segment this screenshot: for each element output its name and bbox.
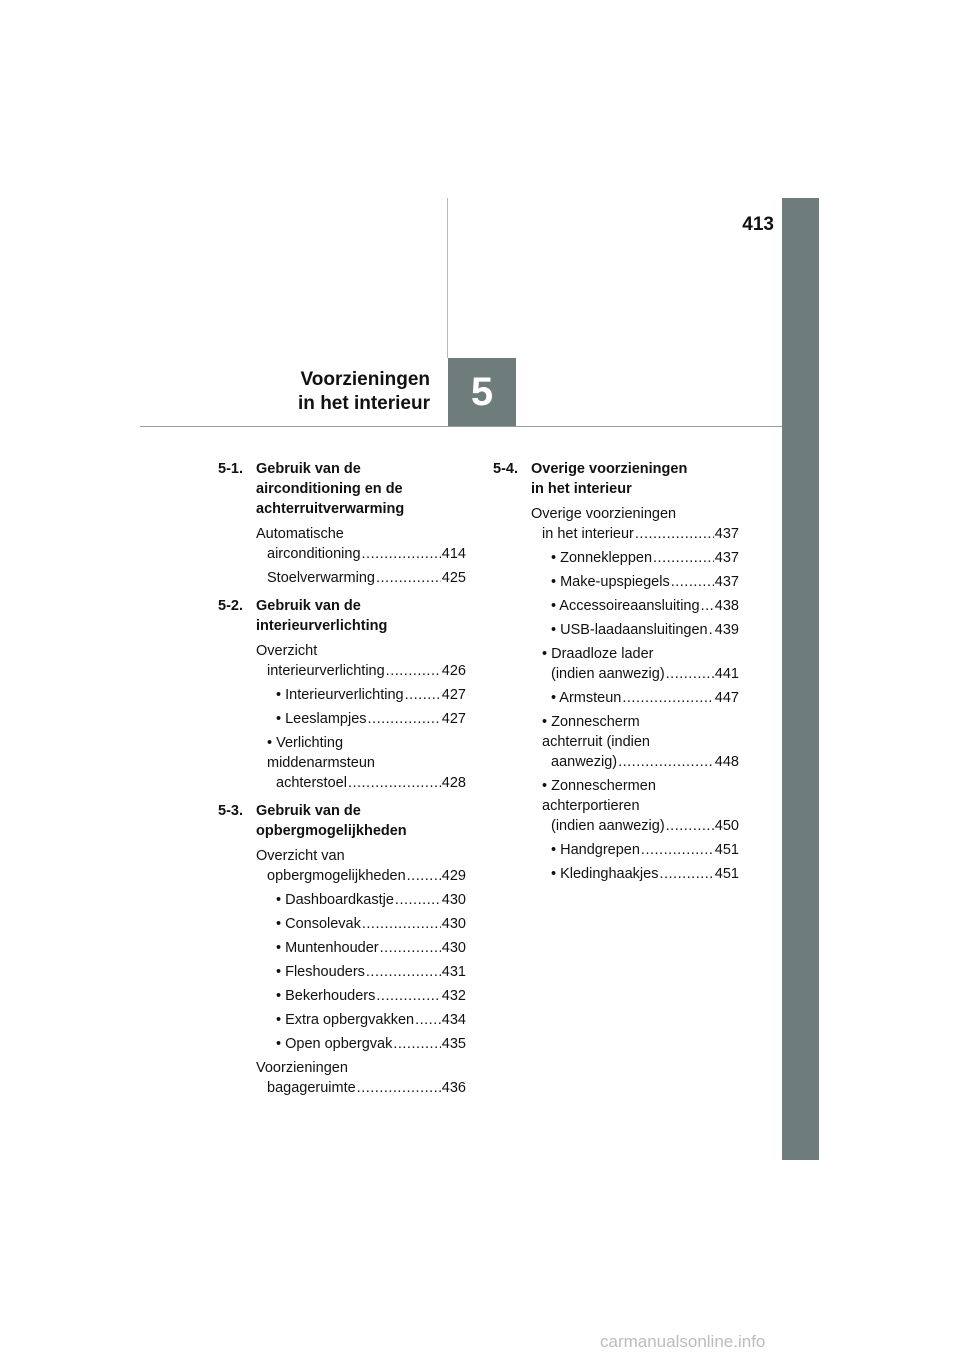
toc-entry-text: airconditioning bbox=[267, 546, 361, 562]
vertical-divider bbox=[447, 198, 448, 358]
toc-page-number: 427 bbox=[441, 711, 466, 727]
dot-leader bbox=[393, 1034, 440, 1054]
toc-entry-last-line bbox=[551, 752, 739, 772]
toc-entry-line: • Zonneschermen bbox=[542, 778, 656, 794]
chapter-title bbox=[230, 368, 430, 416]
toc-page-number: 428 bbox=[441, 775, 466, 791]
toc-entry[interactable] bbox=[256, 1010, 466, 1030]
dot-leader bbox=[618, 752, 714, 772]
dot-leader bbox=[368, 709, 441, 729]
chapter-number-box: 5 bbox=[448, 358, 516, 426]
toc-entry-last-line bbox=[267, 661, 466, 681]
toc-entry-line: • Draadloze lader bbox=[542, 646, 654, 662]
toc-page-number: 441 bbox=[714, 666, 739, 682]
section-number: 5-4. bbox=[493, 461, 518, 477]
toc-entry-last-line bbox=[276, 938, 466, 958]
dot-leader bbox=[348, 773, 441, 793]
toc-entry[interactable] bbox=[256, 890, 466, 910]
page-number: 413 bbox=[742, 214, 774, 235]
dot-leader bbox=[362, 914, 441, 934]
toc-entry-line: Voorzieningen bbox=[256, 1060, 348, 1076]
dot-leader bbox=[395, 890, 441, 910]
toc-entry-last-line bbox=[276, 986, 466, 1006]
toc-entry-last-line bbox=[276, 773, 466, 793]
toc-entry-last-line bbox=[551, 864, 739, 884]
toc-entry-text: • Leeslampjes bbox=[276, 711, 367, 727]
toc-entry[interactable] bbox=[256, 914, 466, 934]
toc-entry-text: • Zonnekleppen bbox=[551, 550, 653, 566]
dot-leader bbox=[641, 840, 714, 860]
toc-entry[interactable] bbox=[256, 846, 466, 886]
toc-page-number: 430 bbox=[441, 940, 466, 956]
toc-entry[interactable] bbox=[256, 641, 466, 681]
toc-column-right bbox=[493, 459, 739, 892]
toc-entry[interactable] bbox=[531, 644, 739, 684]
toc-page-number: 414 bbox=[441, 546, 466, 562]
dot-leader bbox=[659, 864, 713, 884]
dot-leader bbox=[622, 688, 713, 708]
horizontal-divider bbox=[140, 426, 782, 427]
dot-leader bbox=[380, 938, 441, 958]
dot-leader bbox=[701, 596, 714, 616]
section-gap bbox=[218, 1102, 466, 1106]
dot-leader bbox=[376, 568, 441, 588]
toc-entry[interactable] bbox=[256, 986, 466, 1006]
toc-entry-text: achterstoel bbox=[276, 775, 347, 791]
toc-entry[interactable] bbox=[256, 524, 466, 564]
dot-leader bbox=[362, 544, 441, 564]
toc-entry[interactable] bbox=[531, 504, 739, 544]
toc-page-number: 432 bbox=[441, 988, 466, 1004]
toc-entry[interactable] bbox=[256, 568, 466, 588]
toc-entry[interactable] bbox=[256, 1058, 466, 1098]
section-number: 5-1. bbox=[218, 461, 243, 477]
toc-entry-last-line bbox=[551, 688, 739, 708]
toc-entry-text: • Muntenhouder bbox=[276, 940, 379, 956]
toc-page-number: 450 bbox=[714, 818, 739, 834]
toc-entry-line: Automatische bbox=[256, 526, 344, 542]
section-title-line: Gebruik van de bbox=[256, 803, 361, 819]
toc-entry[interactable] bbox=[531, 776, 739, 836]
dot-leader bbox=[407, 866, 441, 886]
toc-entry[interactable] bbox=[531, 864, 739, 884]
toc-entry[interactable] bbox=[531, 572, 739, 592]
toc-entry-last-line bbox=[551, 548, 739, 568]
toc-entry-last-line bbox=[551, 572, 739, 592]
toc-entry[interactable] bbox=[531, 840, 739, 860]
dot-leader bbox=[666, 816, 714, 836]
toc-entry-last-line bbox=[267, 1078, 466, 1098]
toc-entry-last-line bbox=[267, 544, 466, 564]
toc-entry-last-line bbox=[542, 524, 739, 544]
watermark: carmanualsonline.info bbox=[600, 1332, 766, 1351]
toc-entry[interactable] bbox=[256, 709, 466, 729]
toc-entry-line: • Verlichting bbox=[267, 735, 344, 751]
toc-entry[interactable] bbox=[531, 620, 739, 640]
toc-page-number: 434 bbox=[441, 1012, 466, 1028]
toc-entry[interactable] bbox=[531, 548, 739, 568]
toc-entry-last-line bbox=[276, 962, 466, 982]
toc-entry-line: achterportieren bbox=[542, 798, 640, 814]
toc-entry-text: Stoelverwarming bbox=[267, 570, 375, 586]
toc-entry-text: • Extra opbergvakken bbox=[276, 1012, 415, 1028]
toc-entry-line: Overzicht van bbox=[256, 848, 345, 864]
toc-entry-last-line bbox=[276, 709, 466, 729]
toc-entry-text: bagageruimte bbox=[267, 1080, 356, 1096]
toc-entry-text: in het interieur bbox=[542, 526, 634, 542]
toc-entry-last-line bbox=[551, 840, 739, 860]
dot-leader bbox=[671, 572, 714, 592]
dot-leader bbox=[635, 524, 714, 544]
toc-entry-last-line bbox=[267, 568, 466, 588]
toc-entry-last-line bbox=[551, 664, 739, 684]
toc-page-number: 430 bbox=[441, 916, 466, 932]
toc-page-number: 438 bbox=[714, 598, 739, 614]
toc-entry-line: Overige voorzieningen bbox=[531, 506, 677, 522]
toc-page-number: 437 bbox=[714, 574, 739, 590]
toc-page-number: 431 bbox=[441, 964, 466, 980]
chapter-title-line-2: in het interieur bbox=[298, 393, 430, 414]
toc-page-number: 451 bbox=[714, 866, 739, 882]
section-number: 5-2. bbox=[218, 598, 243, 614]
toc-entry-text: • USB-laadaansluitingen bbox=[551, 622, 708, 638]
toc-page-number: 436 bbox=[441, 1080, 466, 1096]
section-title bbox=[256, 596, 466, 636]
toc-page-number: 427 bbox=[441, 687, 466, 703]
toc-page-number: 451 bbox=[714, 842, 739, 858]
dot-leader bbox=[415, 1010, 441, 1030]
toc-entry-text: • Open opbergvak bbox=[276, 1036, 393, 1052]
toc-entry-last-line bbox=[276, 914, 466, 934]
section-heading bbox=[493, 459, 739, 499]
section-number: 5-3. bbox=[218, 803, 243, 819]
toc-entry-text: • Kledinghaakjes bbox=[551, 866, 659, 882]
dot-leader bbox=[386, 661, 441, 681]
toc-entry[interactable] bbox=[531, 596, 739, 616]
section-title-line: Gebruik van de bbox=[256, 461, 361, 477]
section-title bbox=[256, 459, 466, 519]
toc-entry-text: • Interieurverlichting bbox=[276, 687, 404, 703]
toc-entry-text: opbergmogelijkheden bbox=[267, 868, 406, 884]
dot-leader bbox=[357, 1078, 441, 1098]
section-heading bbox=[218, 459, 466, 519]
toc-entry-last-line bbox=[551, 816, 739, 836]
section-heading bbox=[218, 596, 466, 636]
section-title-line: Overige voorzieningen bbox=[531, 461, 688, 477]
toc-entry-line: achterruit (indien bbox=[542, 734, 650, 750]
section-title-line: Gebruik van de bbox=[256, 598, 361, 614]
toc-entry-text: (indien aanwezig) bbox=[551, 666, 665, 682]
toc-entry-text: • Bekerhouders bbox=[276, 988, 376, 1004]
toc-entry-last-line bbox=[276, 685, 466, 705]
toc-page-number: 435 bbox=[441, 1036, 466, 1052]
section-title-line: opbergmogelijkheden bbox=[256, 823, 407, 839]
toc-entry-text: aanwezig) bbox=[551, 754, 618, 770]
dot-leader bbox=[366, 962, 441, 982]
toc-entry-last-line bbox=[276, 1010, 466, 1030]
chapter-side-tab bbox=[782, 198, 819, 1160]
toc-entry-last-line bbox=[276, 1034, 466, 1054]
toc-entry-last-line bbox=[551, 596, 739, 616]
toc-entry-text: • Make-upspiegels bbox=[551, 574, 670, 590]
toc-entry[interactable] bbox=[256, 733, 466, 793]
section-title bbox=[531, 459, 739, 499]
dot-leader bbox=[405, 685, 441, 705]
section-title-line: achterruitverwarming bbox=[256, 501, 405, 517]
toc-page-number: 448 bbox=[714, 754, 739, 770]
toc-entry-text: (indien aanwezig) bbox=[551, 818, 665, 834]
toc-page-number: 429 bbox=[441, 868, 466, 884]
toc-entry[interactable] bbox=[256, 1034, 466, 1054]
toc-entry[interactable] bbox=[256, 962, 466, 982]
section-title bbox=[256, 801, 466, 841]
toc-entry[interactable] bbox=[531, 712, 739, 772]
toc-entry-line: Overzicht bbox=[256, 643, 318, 659]
toc-page-number: 426 bbox=[441, 663, 466, 679]
toc-page-number: 425 bbox=[441, 570, 466, 586]
toc-entry-text: • Handgrepen bbox=[551, 842, 640, 858]
section-title-line: airconditioning en de bbox=[256, 481, 403, 497]
section-gap bbox=[493, 888, 739, 892]
toc-entry-line: • Zonnescherm bbox=[542, 714, 640, 730]
toc-entry-text: interieurverlichting bbox=[267, 663, 385, 679]
chapter-title-line-1: Voorzieningen bbox=[300, 369, 430, 390]
toc-entry-text: • Accessoireaansluiting bbox=[551, 598, 700, 614]
toc-entry-last-line bbox=[267, 866, 466, 886]
toc-entry-text: • Armsteun bbox=[551, 690, 622, 706]
section-title-line: interieurverlichting bbox=[256, 618, 388, 634]
toc-entry-text: • Fleshouders bbox=[276, 964, 365, 980]
toc-page-number: 437 bbox=[714, 526, 739, 542]
dot-leader bbox=[666, 664, 714, 684]
toc-entry-text: • Consolevak bbox=[276, 916, 361, 932]
toc-entry[interactable] bbox=[531, 688, 739, 708]
toc-column-left bbox=[218, 459, 466, 1106]
dot-leader bbox=[376, 986, 440, 1006]
toc-entry-last-line bbox=[276, 890, 466, 910]
toc-page-number: 430 bbox=[441, 892, 466, 908]
toc-entry-last-line bbox=[551, 620, 739, 640]
toc-entry[interactable] bbox=[256, 685, 466, 705]
toc-page-number: 437 bbox=[714, 550, 739, 566]
section-heading bbox=[218, 801, 466, 841]
toc-page-number: 447 bbox=[714, 690, 739, 706]
toc-entry-text: • Dashboardkastje bbox=[276, 892, 394, 908]
section-title-line: in het interieur bbox=[531, 481, 632, 497]
toc-entry-line: middenarmsteun bbox=[267, 755, 375, 771]
toc-entry[interactable] bbox=[256, 938, 466, 958]
toc-page-number: 439 bbox=[714, 622, 739, 638]
dot-leader bbox=[709, 620, 714, 640]
dot-leader bbox=[653, 548, 714, 568]
